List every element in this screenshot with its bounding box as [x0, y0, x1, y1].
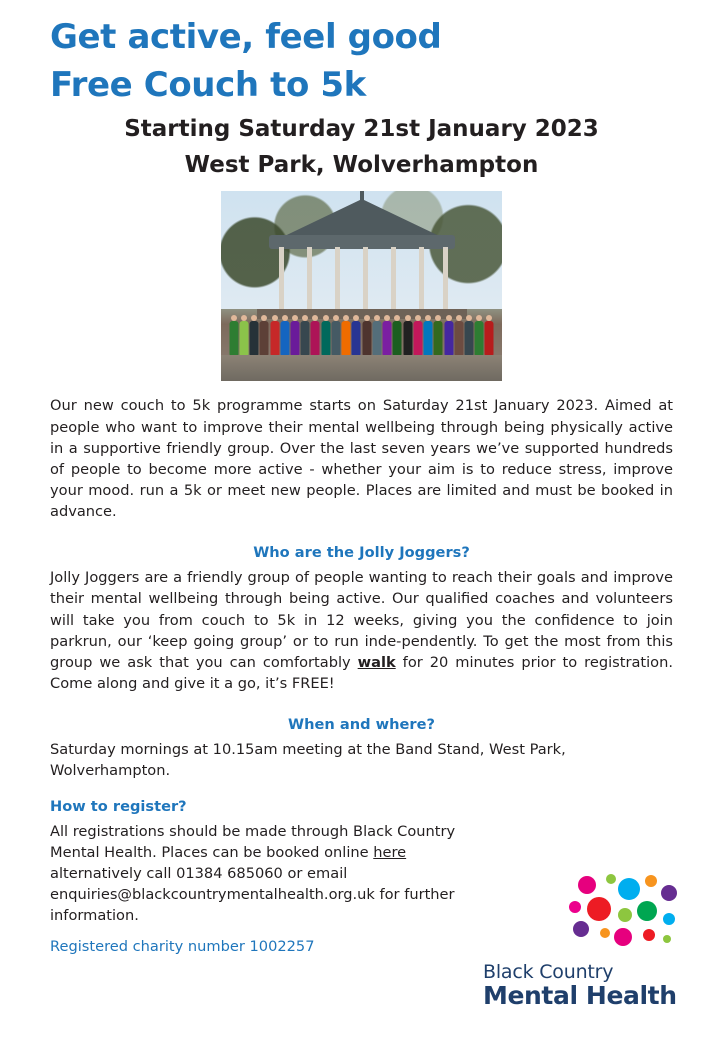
when-and-where-paragraph: Saturday mornings at 10.15am meeting at the Band Stand, West Park, Wolverhampton. — [50, 741, 566, 780]
bandstand-column — [335, 247, 340, 311]
poster-page — [0, 18, 723, 1042]
jolly-joggers-paragraph — [50, 567, 673, 694]
bandstand-column — [419, 247, 424, 311]
bandstand-roof-band — [269, 235, 455, 249]
section-heading-how-to-register: How to register? — [50, 797, 187, 815]
bandstand-column — [443, 247, 448, 311]
location-subtitle: West Park, Wolverhampton — [184, 151, 539, 178]
bandstand-column — [307, 247, 312, 311]
photo-ground — [221, 355, 502, 381]
logo-line-1: Black Country — [483, 961, 614, 983]
bandstand-column — [391, 247, 396, 311]
jolly-joggers-text-after: for 20 minutes prior to registration. Come along and give it a go, it’s FREE! — [50, 653, 674, 693]
logo-dots-icon — [483, 871, 683, 959]
group-photo-image — [221, 191, 502, 381]
headline-line-2: Free Couch to 5k — [50, 65, 366, 106]
intro-paragraph: Our new couch to 5k programme starts on Saturday 21st January 2023. Aimed at people who want to improve their mental wellbeing through being physically active in a supportive friendly group. Over the last seven years we’ve supported hundreds of people to become more active - whether your aim is to reduce stress, improve your mood. run a 5k or meet new people. Places are limited and must be booked in advance. — [50, 397, 673, 521]
logo-line-2: Mental Health — [483, 981, 677, 1010]
charity-number: Registered charity number 1002257 — [50, 938, 315, 956]
photo-people-group — [229, 303, 494, 361]
jolly-joggers-text-before: Jolly Joggers are a friendly group of people wanting to reach their goals and improve their mental wellbeing through being active. Our qualified coaches and volunteers will take you from couch to 5k in 12 weeks, giving you the confidence to join parkrun, our ‘keep going group’ or to run inde-pendently. To get the most from this group we ask that you can comfortably — [50, 569, 673, 671]
section-heading-jolly-joggers: Who are the Jolly Joggers? — [253, 544, 470, 562]
register-text-part-2: alternatively call 01384 685060 or email enquiries@blackcountrymentalhealth.org.uk for further information. — [50, 864, 455, 925]
register-text-part-1: All registrations should be made through Black Country Mental Health. Places can be booked online — [50, 822, 456, 861]
bandstand-column — [363, 247, 368, 311]
group-photo — [221, 191, 502, 381]
jolly-joggers-emphasis-walk: walk — [357, 653, 396, 671]
register-link-here[interactable]: here — [373, 843, 407, 861]
start-date-subtitle: Starting Saturday 21st January 2023 — [124, 116, 599, 143]
headline-line-1: Get active, feel good — [50, 17, 442, 57]
section-heading-when-and-where: When and where? — [288, 716, 435, 734]
bandstand-column — [279, 247, 284, 311]
black-country-mental-health-logo — [483, 871, 683, 1010]
register-paragraph — [50, 821, 480, 927]
